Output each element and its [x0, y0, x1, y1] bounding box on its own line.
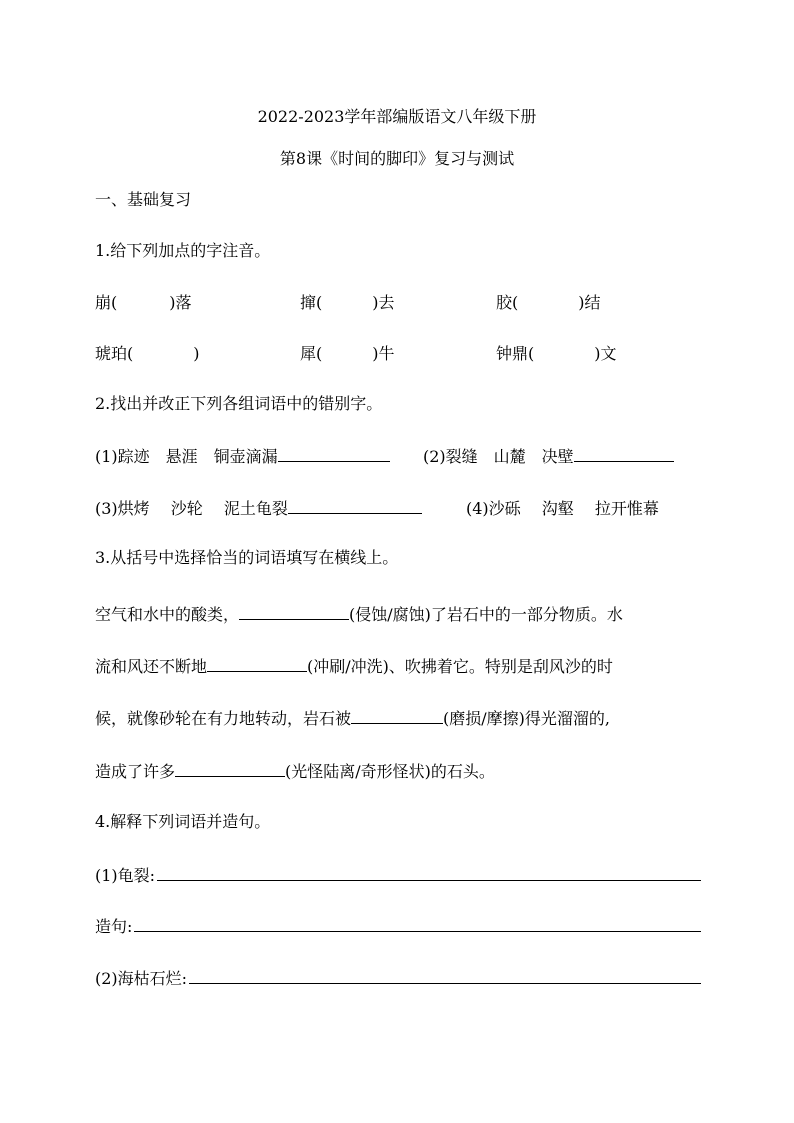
question-1-prompt: 1.给下列加点的字注音。 — [95, 241, 271, 260]
answer-blank[interactable] — [574, 445, 674, 462]
pinyin-item-1 — [95, 290, 192, 313]
passage-text: (磨损/摩擦)得光溜溜的, — [443, 709, 610, 728]
pinyin-item-3-before: 胶( — [496, 293, 519, 312]
answer-blank[interactable] — [288, 497, 422, 514]
passage-text: 流和风还不断地 — [95, 657, 208, 676]
pinyin-item-3 — [496, 290, 601, 313]
answer-line[interactable] — [157, 864, 701, 881]
definition-row-2 — [95, 966, 701, 989]
pinyin-item-4-after: ) — [193, 344, 200, 363]
word-group-2 — [423, 444, 674, 467]
question-3-prompt: 3.从括号中选择恰当的词语填写在横线上。 — [95, 548, 399, 567]
word-group-1 — [95, 444, 390, 467]
passage-line-3 — [95, 707, 610, 730]
pinyin-item-6-before: 钟鼎( — [496, 344, 535, 363]
page-title: 2022-2023学年部编版语文八年级下册 — [257, 107, 537, 126]
passage-text: 空气和水中的酸类， — [95, 605, 240, 624]
pinyin-item-5-before: 犀( — [300, 344, 323, 363]
pinyin-item-6-after: )文 — [594, 344, 617, 363]
lesson-title: 第8课《时间的脚印》复习与测试 — [279, 149, 515, 168]
passage-line-2 — [95, 655, 613, 678]
pinyin-item-4 — [95, 341, 200, 364]
pinyin-item-2-after: )去 — [372, 293, 395, 312]
sentence-label-1: 造句: — [95, 917, 133, 936]
passage-line-1 — [95, 603, 623, 626]
passage-line-4 — [95, 760, 495, 783]
pinyin-item-6 — [496, 341, 617, 364]
question-2-prompt: 2.找出并改正下列各组词语中的错别字。 — [95, 394, 383, 413]
definition-row-1 — [95, 863, 701, 886]
passage-text: 造成了许多 — [95, 762, 176, 781]
answer-blank[interactable] — [278, 445, 390, 462]
word-group-4 — [466, 496, 659, 519]
passage-text: (光怪陆离/奇形怪状)的石头。 — [285, 762, 495, 781]
passage-text: (侵蚀/腐蚀)了岩石中的一部分物质。水 — [349, 605, 623, 624]
answer-blank[interactable] — [239, 603, 349, 620]
pinyin-item-3-after: )结 — [578, 293, 601, 312]
pinyin-item-1-after: )落 — [169, 293, 192, 312]
sentence-row-1 — [95, 914, 701, 937]
answer-blank[interactable] — [351, 707, 443, 724]
pinyin-item-2 — [300, 290, 395, 313]
passage-text: (冲刷/冲洗)、吹拂着它。特别是刮风沙的时 — [307, 657, 613, 676]
word-group-1-text: (1)踪迹 悬涯 铜壶滴漏 — [95, 447, 278, 466]
definition-label-2: (2)海枯石烂: — [95, 969, 188, 988]
word-group-3 — [95, 496, 422, 519]
pinyin-item-1-before: 崩( — [95, 293, 118, 312]
passage-text: 候，就像砂轮在有力地转动，岩石被 — [95, 709, 352, 728]
word-group-3-text: (3)烘烤 沙轮 泥土龟裂 — [95, 499, 288, 518]
pinyin-item-5 — [300, 341, 395, 364]
definition-label-1: (1)龟裂: — [95, 866, 156, 885]
pinyin-item-2-before: 撺( — [300, 293, 323, 312]
section-heading: 一、基础复习 — [95, 190, 192, 209]
answer-line[interactable] — [189, 967, 701, 984]
pinyin-item-4-before: 琥珀( — [95, 344, 134, 363]
pinyin-item-5-after: )牛 — [372, 344, 395, 363]
answer-blank[interactable] — [175, 760, 285, 777]
word-group-4-text: (4)沙砾 沟壑 拉开惟幕 — [466, 499, 659, 518]
answer-blank[interactable] — [207, 655, 307, 672]
question-4-prompt: 4.解释下列词语并造句。 — [95, 812, 271, 831]
word-group-2-text: (2)裂缝 山麓 决壁 — [423, 447, 574, 466]
answer-line[interactable] — [134, 915, 701, 932]
